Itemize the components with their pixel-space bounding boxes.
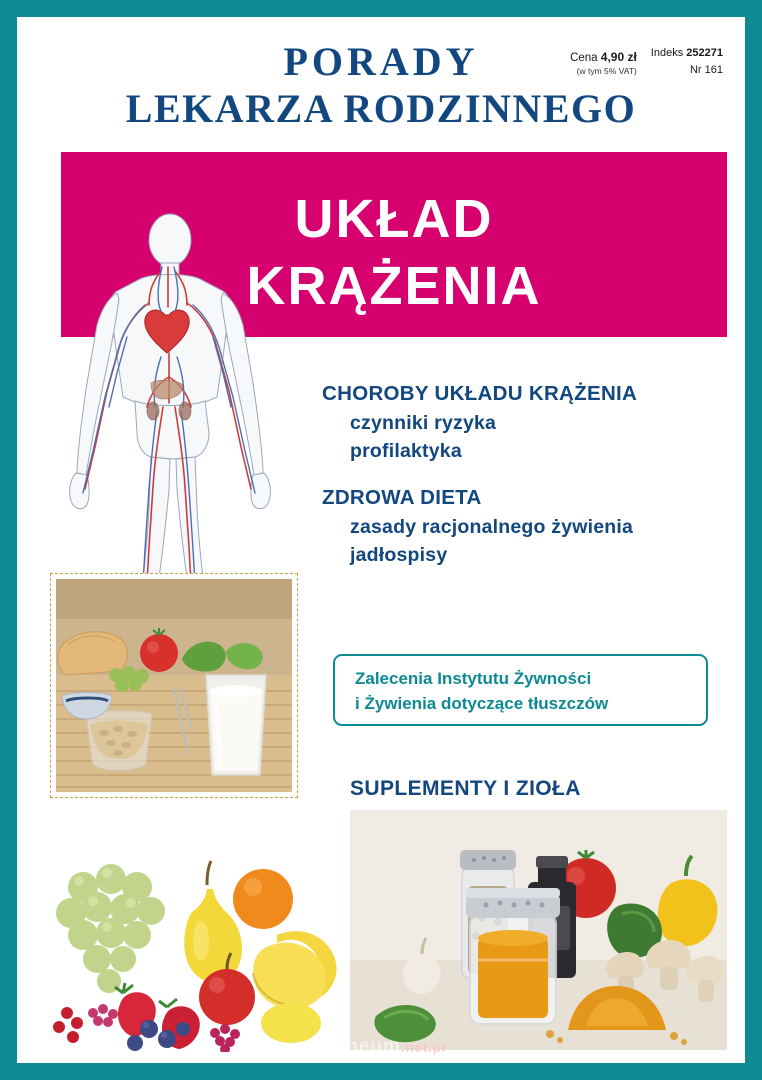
callout-line-2: i Żywienia dotyczące tłuszczów bbox=[355, 694, 609, 713]
contents-sub-2: profilaktyka bbox=[350, 440, 462, 462]
contents-sub-4: jadłospisy bbox=[350, 544, 448, 566]
masthead bbox=[17, 39, 745, 133]
contents-sub-1: czynniki ryzyka bbox=[350, 412, 497, 434]
photo-breakfast bbox=[50, 573, 298, 798]
watermark-text: ateneum bbox=[315, 1036, 401, 1057]
contents-heading-2: ZDROWA DIETA bbox=[322, 486, 482, 509]
masthead-line-2: LEKARZA RODZINNEGO bbox=[125, 86, 637, 131]
contents-spacer bbox=[322, 468, 732, 486]
title-line-1: UKŁAD bbox=[294, 189, 494, 249]
contents-heading-1: CHOROBY UKŁADU KRĄŻENIA bbox=[322, 382, 638, 405]
masthead-line-1: PORADY bbox=[283, 39, 479, 84]
photo-spices bbox=[350, 810, 727, 1050]
contents-sub-3: zasady racjonalnego żywienia bbox=[350, 516, 634, 538]
watermark bbox=[0, 1036, 762, 1058]
index-line: Indeks 252271 bbox=[650, 47, 723, 59]
issue-line: Nr 161 bbox=[689, 63, 723, 76]
supplements-heading: SUPLEMENTY I ZIOŁA bbox=[350, 777, 581, 800]
circulatory-system-illustration bbox=[63, 207, 278, 597]
title-line-2: KRĄŻENIA bbox=[246, 256, 542, 316]
callout-box bbox=[333, 654, 708, 726]
price-label: Cena 4,90 zł bbox=[570, 50, 637, 64]
callout-line-1: Zalecenia Instytutu Żywności bbox=[355, 669, 592, 688]
watermark-domain: .net.pl bbox=[400, 1040, 447, 1055]
photo-fruits bbox=[31, 817, 341, 1052]
contents-list bbox=[322, 382, 732, 572]
vat-note: (w tym 5% VAT) bbox=[576, 66, 637, 76]
magazine-cover-page bbox=[17, 17, 745, 1063]
